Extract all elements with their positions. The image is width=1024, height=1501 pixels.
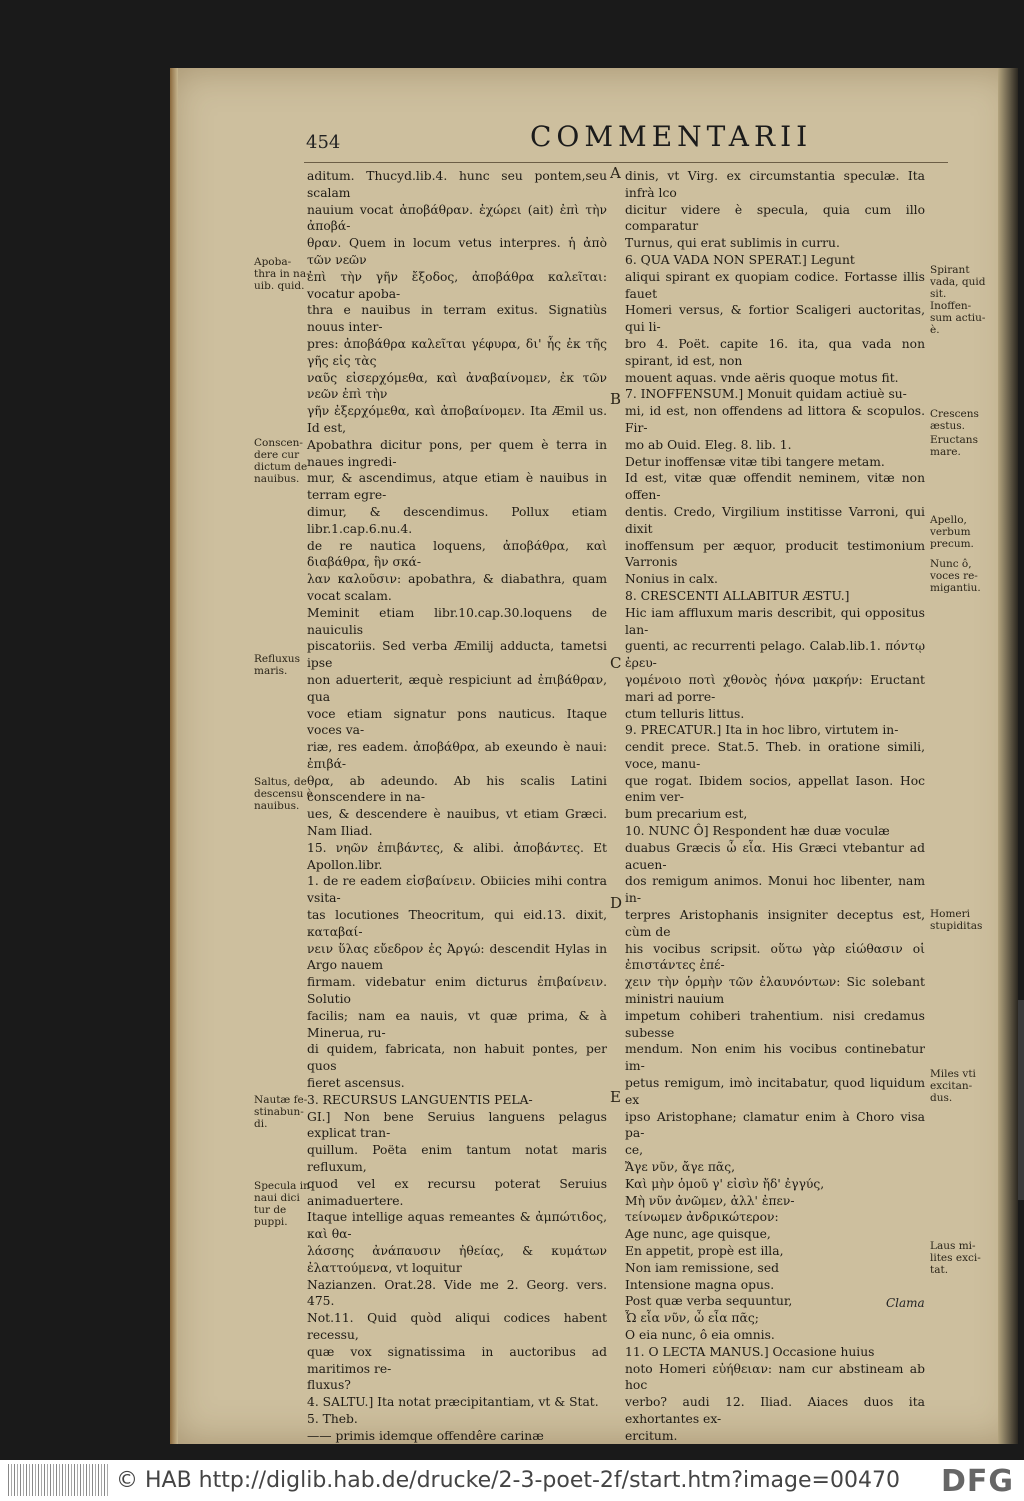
text-line: Καὶ μὴν ὁμοῦ γ' εἰσὶν ἤδ' ἐγγύς, bbox=[625, 1176, 825, 1191]
text-line: cendit prece. Stat.5. Theb. in oratione simili, voce, manu- bbox=[625, 740, 925, 771]
text-line: θραν. Quem in locum vetus interpres. ἡ ἀπὸ τῶν νεῶν bbox=[307, 236, 607, 267]
text-line: facilis; nam ea nauis, vt quæ prima, & à Minerua, ru- bbox=[307, 1008, 607, 1040]
text-line: 5. Theb. bbox=[307, 1411, 358, 1426]
catchword: Clama bbox=[886, 1296, 925, 1310]
text-line: aliqui spirant ex quopiam codice. Fortasse illis fauet bbox=[625, 269, 925, 301]
margin-note-left: Conscen- dere cur dictum de nauibus. bbox=[254, 437, 308, 485]
text-line: duabus Græcis ὦ εἶα. His Græci vtebantur ad acuen- bbox=[625, 840, 925, 872]
running-head bbox=[170, 120, 1018, 160]
text-line: Hic iam affluxum maris describit, qui oppositus lan- bbox=[625, 605, 925, 637]
text-line: pres: ἀποβάθρα καλεῖται γέφυρα, δι' ἧς ἐκ τῆς γῆς εἰς τὰς bbox=[307, 336, 607, 368]
text-line: mur, & ascendimus, atque etiam è nauibus in terram egre- bbox=[307, 471, 607, 503]
page-title: COMMENTARII bbox=[530, 120, 813, 153]
text-line: Homeri versus, & fortior Scaligeri auctoritas, qui li- bbox=[625, 303, 925, 335]
text-line: bro 4. Poët. capite 16. ita, qua vada non spirant, id est, non bbox=[625, 336, 925, 368]
text-line: piscatoriis. Sed verba Æmilij adducta, tametsi ipse bbox=[307, 639, 607, 671]
margin-note-right: Spirant vada, quid sit. bbox=[930, 264, 986, 300]
text-line: dinis, vt Virg. ex circumstantia speculæ. Ita infrà lco bbox=[625, 169, 925, 200]
text-line: dos remigum animos. Monui hoc libenter, nam in- bbox=[625, 874, 925, 906]
margin-note-right: Laus mi- lites exci- tat. bbox=[930, 1240, 981, 1276]
text-line: inoffensum per æquor, producit testimonium Varronis bbox=[625, 538, 925, 570]
text-line: 6. QUA VADA NON SPERAT.] Legunt bbox=[625, 252, 855, 267]
text-line: Non iam remissione, sed bbox=[625, 1260, 780, 1275]
text-line: mi, id est, non offendens ad littora & scopulos. Fir- bbox=[625, 404, 925, 435]
adjacent-page-edge bbox=[1018, 1000, 1024, 1200]
text-line: verbo? audi 12. Iliad. Aiaces duos ita exhortantes ex- bbox=[625, 1395, 925, 1426]
section-letter: D bbox=[610, 894, 623, 912]
text-line: 11. O LECTA MANUS.] Occasione huius bbox=[625, 1344, 875, 1359]
section-letter: A bbox=[610, 164, 621, 182]
barcode-icon bbox=[8, 1464, 108, 1496]
text-line: 3. RECURSUS LANGUENTIS PELA- bbox=[307, 1092, 533, 1107]
text-line: quillum. Poëta enim tantum notat maris refluxum, bbox=[307, 1143, 607, 1175]
text-line: petus remigum, imò incitabatur, quod liquidum ex bbox=[625, 1076, 925, 1107]
text-line: O eia nunc, ô eia omnis. bbox=[625, 1327, 775, 1342]
margin-note-left: Refluxus maris. bbox=[254, 653, 300, 677]
text-line: dentis. Credo, Virgilium institisse Varroni, qui dixit bbox=[625, 504, 925, 536]
section-letter: B bbox=[610, 390, 622, 408]
dfg-logo: DFG bbox=[940, 1464, 1014, 1499]
text-line: θρα, ab adeundo. Ab his scalis Latini conscendere in na- bbox=[307, 773, 607, 805]
text-line: ipso Aristophane; clamatur enim à Choro visa pa- bbox=[625, 1109, 925, 1141]
text-line: fluxus? bbox=[307, 1378, 351, 1393]
text-line: ctum telluris littus. bbox=[625, 706, 745, 721]
text-line: thra e nauibus in terram exitus. Signatiùs nouus inter- bbox=[307, 303, 607, 335]
text-line: dicitur videre è specula, quia cum illo comparatur bbox=[625, 202, 925, 234]
text-line: ἐπὶ τὴν γῆν ἔξοδος, ἀποβάθρα καλεῖται: vocatur apoba- bbox=[307, 269, 607, 301]
text-line: Μὴ νῦν ἀνῶμεν, ἀλλ' ἐπεν- bbox=[625, 1193, 795, 1208]
text-line: λαν καλοῦσιν: apobathra, & diabathra, quam vocat scalam. bbox=[307, 572, 607, 603]
text-line: 15. νηῶν ἐπιβάντες, & alibi. ἀποβάντες. Et Apollon.libr. bbox=[307, 840, 607, 872]
text-line: Not.11. Quid quòd aliqui codices habent recessu, bbox=[307, 1311, 607, 1342]
margin-note-right: Nunc ô, voces re- migantiu. bbox=[930, 558, 981, 594]
text-line: 1. de re eadem εἰσβαίνειν. Obiicies mihi contra vsita- bbox=[307, 874, 607, 906]
text-line: Nonius in calx. bbox=[625, 572, 718, 587]
margin-note-right: Homeri stupiditas bbox=[930, 908, 983, 932]
margin-note-left: Saltus, de descensu è nauibus. bbox=[254, 776, 313, 812]
text-line: Ὦ εἶα νῦν, ὦ εἶα πᾶς; bbox=[625, 1311, 759, 1326]
text-line: bum precarium est, bbox=[625, 807, 748, 822]
text-line: di quidem, fabricata, non habuit pontes, per quos bbox=[307, 1042, 607, 1074]
text-line: ues, & descendere è nauibus, vt etiam Græci. Nam Iliad. bbox=[307, 807, 607, 839]
text-line: Meminit etiam libr.10.cap.30.loquens de nauiculis bbox=[307, 605, 607, 637]
text-line: riæ, res eadem. ἀποβάθρα, ab exeundo è naui: ἐπιβά- bbox=[307, 740, 607, 771]
text-line: terpres Aristophanis insigniter deceptus est, cùm de bbox=[625, 908, 925, 939]
book-binding bbox=[998, 68, 1018, 1444]
copyright-link[interactable]: © HAB http://diglib.hab.de/drucke/2-3-poet-2f/start.htm?image=00470 bbox=[116, 1468, 900, 1493]
text-line: dimur, & descendimus. Pollux etiam libr.1.cap.6.nu.4. bbox=[307, 504, 607, 536]
text-line: ce, bbox=[625, 1143, 644, 1158]
text-line: mo ab Ouid. Eleg. 8. lib. 1. bbox=[625, 437, 792, 452]
margin-note-right: Miles vti excitan- dus. bbox=[930, 1068, 976, 1104]
text-line: λάσσης ἀνάπαυσιν ἠθείας, & κυμάτων ἐλαττούμενα, vt loquitur bbox=[307, 1244, 607, 1275]
text-line: guenti, ac recurrenti pelago. Calab.lib.1. πόντῳ ἐρευ- bbox=[625, 639, 925, 671]
text-line: νειν ὕλας εὔεδρον ἐς Ἀργώ: descendit Hylas in Argo nauem bbox=[307, 941, 607, 973]
text-line: Detur inoffensæ vitæ tibi tangere metam. bbox=[625, 454, 885, 469]
text-line: 10. NUNC Ô] Respondent hæ duæ voculæ bbox=[625, 824, 890, 839]
text-line: tas locutiones Theocritum, qui eid.13. dixit, καταβαί- bbox=[307, 908, 607, 939]
text-line: ercitum. bbox=[625, 1428, 678, 1443]
text-line: —— primis idemque offendêre carinæ bbox=[307, 1428, 544, 1443]
text-line: fieret ascensus. bbox=[307, 1076, 405, 1091]
text-line: Id est, vitæ quæ offendit neminem, vitæ non offen- bbox=[625, 471, 925, 503]
text-line: de re nautica loquens, ἀποβάθρα, καὶ διαβάθρα, ἣν σκά- bbox=[307, 538, 607, 570]
book-page bbox=[170, 68, 1018, 1444]
text-line: firmam. videbatur enim dicturus ἐπιβαίνειν. Solutio bbox=[307, 975, 607, 1007]
text-line: voce etiam signatur pons nauticus. Itaque voces va- bbox=[307, 706, 607, 738]
text-line: ναῦς εἰσερχόμεθα, καὶ ἀναβαίνομεν, ἐκ τῶν νεῶν ἐπὶ τὴν bbox=[307, 370, 607, 402]
margin-note-left: Apoba- thra in na- uib. quid. bbox=[254, 256, 310, 292]
text-line: γῆν ἐξερχόμεθα, καὶ ἀποβαίνομεν. Ita Æmil us. Id est, bbox=[307, 404, 607, 435]
text-line: χειν τὴν ὁρμὴν τῶν ἐλαυνόντων: Sic solebant ministri nauium bbox=[625, 975, 925, 1007]
text-line: noto Homeri εὐήθειαν: nam cur abstineam ab hoc bbox=[625, 1361, 925, 1393]
margin-note-right: Crescens æstus. bbox=[930, 408, 979, 432]
text-line: aditum. Thucyd.lib.4. hunc seu pontem,seu scalam bbox=[307, 169, 607, 200]
text-line: 4. SALTU.] Ita notat præcipitantiam, vt & Stat. bbox=[307, 1395, 599, 1410]
header-rule bbox=[304, 162, 948, 163]
text-line: GI.] Non bene Seruius languens pelagus explicat tran- bbox=[307, 1109, 607, 1141]
footer-bar bbox=[0, 1460, 1024, 1501]
page-number: 454 bbox=[306, 132, 341, 153]
section-letter: E bbox=[610, 1088, 621, 1106]
text-line: Age nunc, age quisque, bbox=[625, 1227, 771, 1242]
text-line: Post quæ verba sequuntur, bbox=[625, 1294, 793, 1309]
text-line: Apobathra dicitur pons, per quem è terra in naues ingredi- bbox=[307, 437, 607, 469]
text-line: mendum. Non enim his vocibus continebatur im- bbox=[625, 1042, 925, 1074]
text-line: Itaque intellige aquas remeantes & ἀμπώτιδος, καὶ θα- bbox=[307, 1210, 607, 1242]
text-line: his vocibus scripsit. οὕτω γὰρ εἰώθασιν οἱ ἐπιστάντες ἐπέ- bbox=[625, 941, 925, 973]
text-line: En appetit, propè est illa, bbox=[625, 1244, 784, 1258]
margin-note-right: Eructans mare. bbox=[930, 434, 978, 458]
text-line: quæ vox signatissima in auctoribus ad maritimos re- bbox=[307, 1344, 607, 1376]
text-line: Ἄγε νῦν, ἄγε πᾶς, bbox=[625, 1160, 736, 1175]
page-edge bbox=[170, 68, 178, 1444]
text-line: que rogat. Ibidem socios, appellat Iason. Hoc enim ver- bbox=[625, 773, 925, 805]
text-line: impetum cohiberi trahentium. nisi credamus subesse bbox=[625, 1008, 925, 1040]
text-line: γομένοιο ποτὶ χθονὸς ἠόνα μακρήν: Eructant mari ad porre- bbox=[625, 672, 925, 704]
margin-note-left: Specula in naui dici tur de puppi. bbox=[254, 1180, 310, 1228]
text-line: quod vel ex recursu poterat Seruius animaduertere. bbox=[307, 1176, 607, 1208]
text-line: 7. INOFFENSUM.] Monuit quidam actiuè su- bbox=[625, 387, 907, 402]
section-letter: C bbox=[610, 654, 622, 672]
text-line: Nazianzen. Orat.28. Vide me 2. Georg. vers. 475. bbox=[307, 1277, 607, 1309]
text-line: Intensione magna opus. bbox=[625, 1277, 775, 1292]
text-line: Turnus, qui erat sublimis in curru. bbox=[625, 236, 840, 251]
text-line: non aduerterit, æquè respiciunt ad ἐπιβάθραν, qua bbox=[307, 672, 607, 704]
text-line: τείνωμεν ἀνδρικώτερον: bbox=[625, 1210, 779, 1225]
text-line: nauium vocat ἀποβάθραν. ἐχώρει (ait) ἐπὶ τὴν ἀποβά- bbox=[307, 202, 607, 234]
text-line: 8. CRESCENTI ALLABITUR ÆSTU.] bbox=[625, 588, 850, 603]
left-text-column bbox=[307, 168, 607, 1444]
margin-note-left: Nautæ fe- stinabun- di. bbox=[254, 1094, 308, 1130]
text-line: 9. PRECATUR.] Ita in hoc libro, virtutem in- bbox=[625, 723, 899, 738]
text-line: mouent aquas. vnde aëris quoque motus fit. bbox=[625, 370, 899, 385]
right-text-column bbox=[625, 168, 925, 1444]
margin-note-right: Apello, verbum precum. bbox=[930, 514, 974, 550]
margin-note-right: Inoffen- sum actiu- è. bbox=[930, 300, 986, 336]
